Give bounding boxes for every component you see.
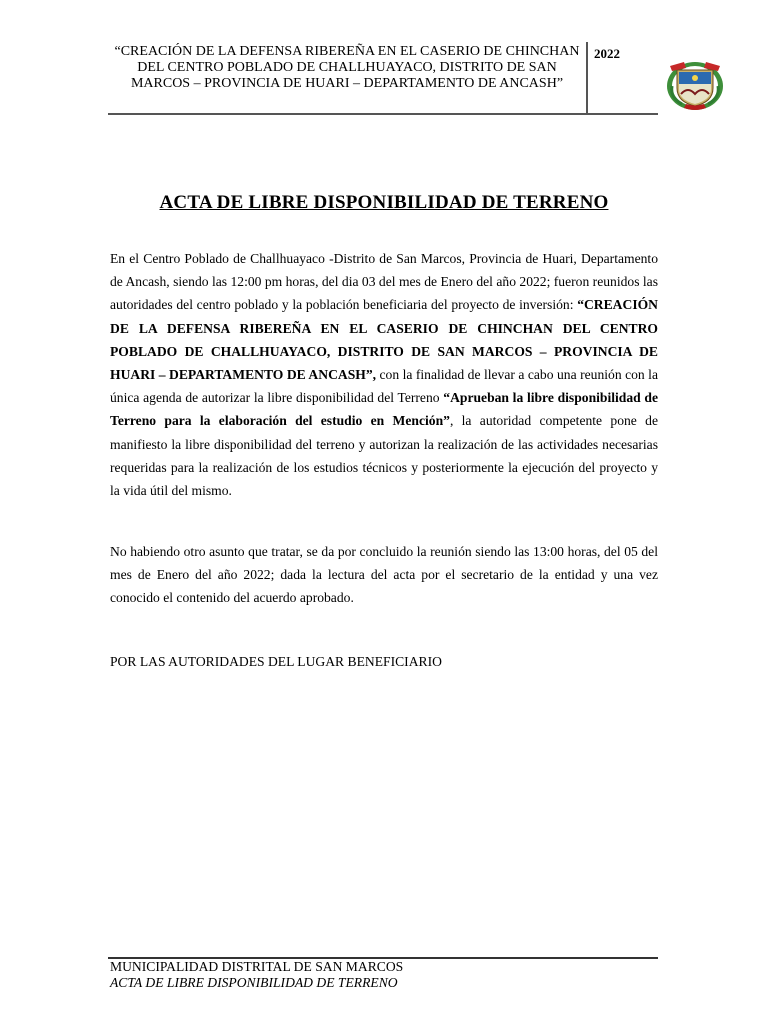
agreement-bold: “Aprueban la libre disponibilidad de Terreno para la elaboración del estudio en Mención” <box>110 390 658 429</box>
project-name-bold: “CREACIÓN DE LA DEFENSA RIBEREÑA EN EL CASERIO DE CHINCHAN DEL CENTRO POBLADO DE CHALLHUAYACO, DISTRITO DE SAN MARCOS – PROVINCIA DE HUARI – DEPARTAMENTO DE ANCASH”, <box>110 297 658 383</box>
document-title: ACTA DE LIBRE DISPONIBILIDAD DE TERRENO <box>159 192 609 213</box>
footer-document-name: ACTA DE LIBRE DISPONIBILIDAD DE TERRENO <box>110 975 398 990</box>
header-year: 2022 <box>594 46 620 61</box>
header-divider-vertical <box>586 42 588 114</box>
paragraph-conclusion: No habiendo otro asunto que tratar, se da por concluido la reunión siendo las 13:00 horas, del 05 del mes de Enero del año 2022; dada la lectura del acta por el secretario de la entidad y una vez conocido el contenido del acuerdo aprobado. <box>110 544 658 606</box>
header-divider-horizontal <box>108 113 658 115</box>
footer-organization: MUNICIPALIDAD DISTRITAL DE SAN MARCOS <box>110 959 404 974</box>
page-header <box>108 42 658 116</box>
paragraph-middle-text: con la finalidad de llevar a cabo una reunión con la única agenda de autorizar la libre disponibilidad del Terreno <box>110 367 658 406</box>
signatories-heading: POR LAS AUTORIDADES DEL LUGAR BENEFICIARIO <box>110 654 442 669</box>
paragraph-intro-text: En el Centro Poblado de Challhuayaco -Distrito de San Marcos, Provincia de Huari, Departamento de Ancash, siendo las 12:00 pm horas, del dia 03 del mes de Enero del año 2022; fueron reunidos las autoridades del centro poblado y la población beneficiaria del proyecto de inversión: <box>110 251 658 313</box>
paragraph-meeting-details <box>110 247 658 502</box>
paragraph-end-text: , la autoridad competente pone de manifiesto la libre disponibilidad del terreno y autorizan la realización de las actividades necesarias requeridas para la realización de los estudios técnicos y posteriormente la ejecución del proyecto y la vida útil del mismo. <box>110 413 658 499</box>
header-project-title: “CREACIÓN DE LA DEFENSA RIBEREÑA EN EL CASERIO DE CHINCHAN DEL CENTRO POBLADO DE CHALLHUAYACO, DISTRITO DE SAN MARCOS – PROVINCIA DE HUARI – DEPARTAMENTO DE ANCASH” <box>114 44 580 91</box>
municipal-coat-of-arms-icon <box>664 56 726 112</box>
